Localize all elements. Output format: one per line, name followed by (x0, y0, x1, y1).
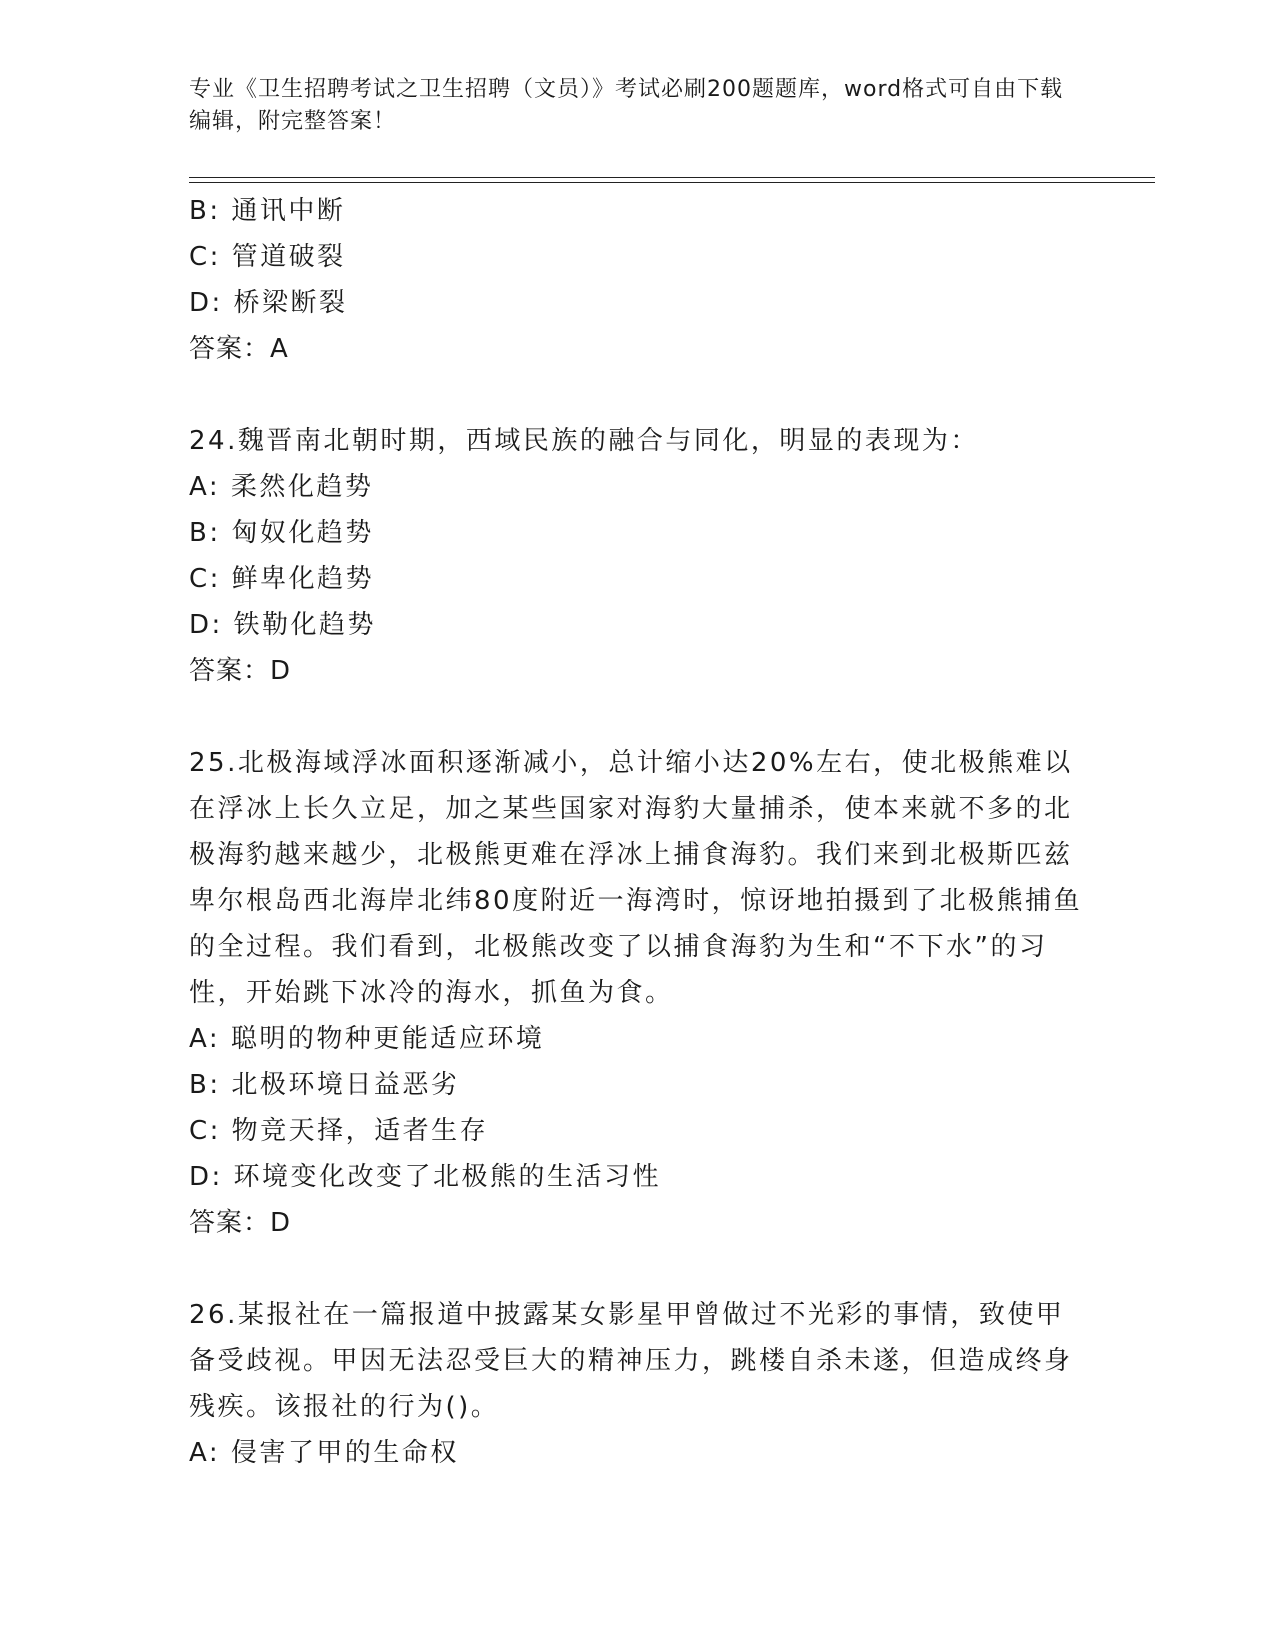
header-divider-bottom (189, 182, 1155, 183)
page-header: 专业《卫生招聘考试之卫生招聘（文员）》考试必刷200题题库，word格式可自由下载编辑，附完整答案！ (189, 77, 1064, 134)
option-d: D: 桥梁断裂 (189, 288, 348, 318)
option-d: D: 环境变化改变了北极熊的生活习性 (189, 1162, 662, 1192)
option-a: A: 柔然化趋势 (189, 472, 374, 502)
question-24-text: 24.魏晋南北朝时期，西域民族的融合与同化，明显的表现为： (189, 426, 979, 456)
option-a: A: 聪明的物种更能适应环境 (189, 1024, 545, 1054)
header-divider-top (189, 177, 1155, 178)
question-content (189, 188, 1089, 1476)
answer-line: 答案：D (189, 1208, 292, 1238)
option-c: C: 物竞天择，适者生存 (189, 1116, 489, 1146)
option-d: D: 铁勒化趋势 (189, 610, 377, 640)
option-b: B: 北极环境日益恶劣 (189, 1070, 460, 1100)
question-25-text: 25.北极海域浮冰面积逐渐减小，总计缩小达20%左右，使北极熊难以在浮冰上长久立足，加之某些国家对海豹大量捕杀，使本来就不多的北极海豹越来越少，北极熊更难在浮冰上捕食海豹。我们来到北极斯匹兹卑尔根岛西北海岸北纬80度附近一海湾时，惊讶地拍摄到了北极熊捕鱼的全过程。我们看到，北极熊改变了以捕食海豹为生和“不下水”的习性，开始跳下冰冷的海水，抓鱼为食。 (189, 748, 1083, 1008)
answer-line: 答案：D (189, 656, 292, 686)
option-c: C: 鲜卑化趋势 (189, 564, 375, 594)
option-b: B: 匈奴化趋势 (189, 518, 374, 548)
option-a: A: 侵害了甲的生命权 (189, 1438, 459, 1468)
question-26-text: 26.某报社在一篇报道中披露某女影星甲曾做过不光彩的事情，致使甲备受歧视。甲因无法忍受巨大的精神压力，跳楼自杀未遂，但造成终身残疾。该报社的行为()。 (189, 1300, 1073, 1422)
option-b: B: 通讯中断 (189, 196, 346, 226)
answer-line: 答案：A (189, 334, 289, 364)
option-c: C: 管道破裂 (189, 242, 346, 272)
